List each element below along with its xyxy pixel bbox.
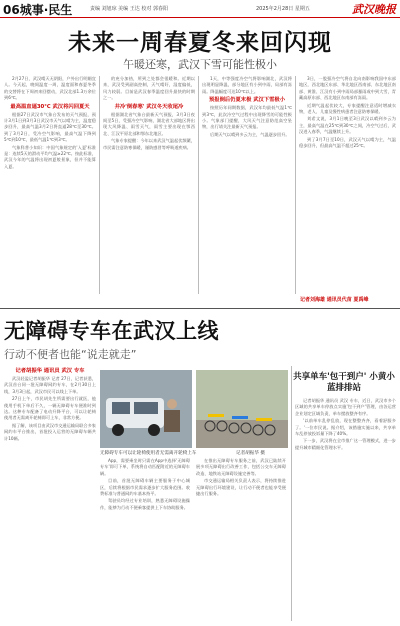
column-divider	[198, 76, 199, 294]
story2-column-2	[100, 458, 190, 621]
paragraph: 在推出无障碍专车服务之前，武汉已陆续开展多项无障碍出行改善工作，包括公交车无障碍改造、地铁站无障碍设施完善等。	[196, 458, 286, 476]
paragraph: 2月27日，武汉晴天无阴阳，户外出行明媚宜人。今天起，晚间温度一周，温度面和春夏冬季的交替将在下周初来回摆动，武汉北部1.3万余位到6℃。	[4, 76, 96, 101]
story1-column-3	[202, 76, 292, 294]
paragraph: 的充分加热，所到之处都会很暖和。近期以来，武汉受到副高控制，天气晴好，湿度偏低，风力较弱。目前是武汉春季温度回升最快的时期之一。	[103, 76, 195, 101]
story2-headline: 无障碍专车在武汉上线	[4, 319, 219, 343]
paragraph: 目前，首批无障碍车辆主要服务于中心城区，后续将根据市民需求逐步扩大服务范围。收费标准与普通网约车基本持平。	[100, 478, 190, 497]
paragraph: 近期气温起伏较大，专家提醒注意适时增减衣物，老人、儿童及慢性病患者注意防寒保暖。	[299, 102, 396, 115]
sidebar-body	[295, 398, 396, 621]
newspaper-logo: 武汉晚报	[352, 3, 396, 16]
story2-column-1	[4, 366, 96, 621]
column-divider	[295, 76, 296, 294]
paragraph: 到了3月7日至10日，武汉天气以晴为主，气温稳步回升，但最高气温不超过25℃。	[299, 136, 396, 149]
column-divider	[99, 76, 100, 294]
paragraph: 记者胡振华 通讯员 武汉 专车，近日，武汉市多个区域的共享单车停放点实施'包干到户'管理，由各运营企业划定区域负责，单车摆放整齐有序。	[295, 398, 396, 416]
story1-column-2	[103, 76, 195, 294]
page-header	[0, 0, 400, 18]
accessible-car-photo	[100, 370, 192, 448]
subtitle: 预报倒后仍夏末极 武汉下雪极小	[208, 97, 285, 104]
story2-column-3	[196, 458, 286, 621]
column-divider	[291, 366, 292, 621]
story1-byline: 记者刘海雄 通讯员代苗 夏禹峰	[300, 297, 369, 303]
subtitle: 井冷'倒春寒' 武汉冬天收尾冷	[114, 103, 184, 110]
paragraph: 根据湖北省气象台最新天气预报，3月3日夜间至5日，受强冷空气影响，湖北省大部地区将出现大风降温、雨雪天气，雨雪主要出现在鄂西北、江汉平原北部和鄂东北地区。	[103, 111, 195, 136]
story1-headline: 未来一周春夏冬来回闪现	[68, 30, 332, 56]
story1-column-4	[299, 76, 396, 294]
sidebar-title: 共享单车'包干到户' 小黄小蓝排排站	[293, 372, 395, 393]
paragraph: '以前单车乱停乱放，现在整整齐齐，看着舒服多了。'一位市民说。据介绍，该措施实施以来，共享单车乱停放投诉量下降了40%。	[295, 418, 396, 437]
photo-credit: 记者胡振华 摄	[236, 451, 266, 456]
subtitle: 记者胡振华 通讯员 武汉 专车	[15, 368, 85, 374]
editors-line: 责编 刘旭琼 美编 王达 校对 郭春阳	[90, 6, 168, 12]
paragraph: 3日，一股强冷空气将自北向南影响我国中东部地区，西北地区东部、华北地区西南部、东北地区南部、黄淮、江汉有小到中雨局部暴雨或中到大雪，青藏高原东部、西北地区东南部有冻雨。	[299, 76, 396, 101]
paragraph: 27日上午，市民胡先生所需要出行就医，他使用手机下单后不久，一辆无障碍专车便准时到达。这种专车配备了电动升降平台，可以让轮椅使用者无需离开轮椅即可上车，非常方便。	[4, 396, 96, 421]
bike-parking-photo	[196, 370, 288, 448]
story1-column-1	[4, 76, 96, 294]
section-divider	[0, 308, 400, 309]
paragraph: 1天，中等强度冷空气将影响湖北，武汉将出现明显降温，部分地区有小到中雨，局部有冻雨。降温幅度可达10℃以上。	[202, 76, 292, 94]
paragraph: 根据27日武汉市气象台发布的天气预报，预计3月1日到3月3日武汉市天气以晴为主，温度稳步回升，最高气温3月2日将直逼28℃至30℃。到了3月2日，受冷空气影响，最高气温下降到5℃到10℃，最低气温1℃到3℃。	[4, 111, 96, 143]
story1-subhead: 午暖还寒，武汉下雪可能性极小	[123, 58, 277, 71]
issue-date: 2025年2月28日 星期五	[256, 6, 310, 12]
paragraph: 据了解，该项目由武汉市交通运输局联合多家网约车平台推出，首批投入运营的无障碍车辆共计10辆。	[4, 422, 96, 441]
paragraph: 驾驶员均经过专业培训，熟悉无障碍设施操作，能够为行动不便乘客提供上下车协助服务。	[100, 498, 190, 510]
story2-subhead: 行动不便者也能“说走就走”	[4, 348, 137, 361]
paragraph: 后期天气以晴到多云为主，气温逐步回升。	[210, 131, 290, 137]
section-title: 06城事·民生	[3, 3, 73, 17]
paragraph: 下一步，武汉将在全市推广这一管理模式，进一步提升城市精细化管理水平。	[295, 438, 396, 450]
subtitle: 最高温直逼30℃ 武汉将闪回夏天	[10, 103, 90, 110]
paragraph: 武汉轻盈记者胡振华 记者 27日，记者获悉，武汉首台同一批无障碍网约专车，在2月30日上线，3月3日起，武汉市民可以线上下单。	[4, 376, 96, 394]
photo-caption-1: 无障碍专车可以让轮椅使用者无需离开轮椅上车	[100, 451, 197, 456]
paragraph: 气象科普小知识：中国气象规定的'入夏'标准是：连续5天的滑动平均气温≥22℃。按此标准，武汉今年的气温将出现初夏般景象，但并不能算入夏。	[4, 144, 96, 169]
paragraph: 刘希文说，3月1日晚至3日武汉以晴到多云为主，最高气温在25℃到30℃之间，冷空气过后，武汉进入春季，气温继续上升。	[299, 116, 396, 135]
paragraph: 气象专家提醒：今年以来武汉气温起伏频繁，市民需注意防寒保暖，谨防感冒等呼吸道疾病。	[103, 138, 195, 150]
paragraph: App，需要乘坐时只需在App中选择'无障碍专车'即可下单，系统将自动匹配附近的无障碍车辆。	[100, 458, 190, 476]
paragraph: 市交通运输局相关负责人表示，将持续推进无障碍出行环境建设，让行动不便者也能享受便捷出行服务。	[196, 478, 286, 497]
paragraph: 按照历年同期数据，武汉年均最低气温1℃到3℃，此次冷空气过程中出现降雪的可能性极小。气象部门提醒，大风天气注意防范高空坠物，出行请关注最新天气预报。	[202, 105, 292, 130]
